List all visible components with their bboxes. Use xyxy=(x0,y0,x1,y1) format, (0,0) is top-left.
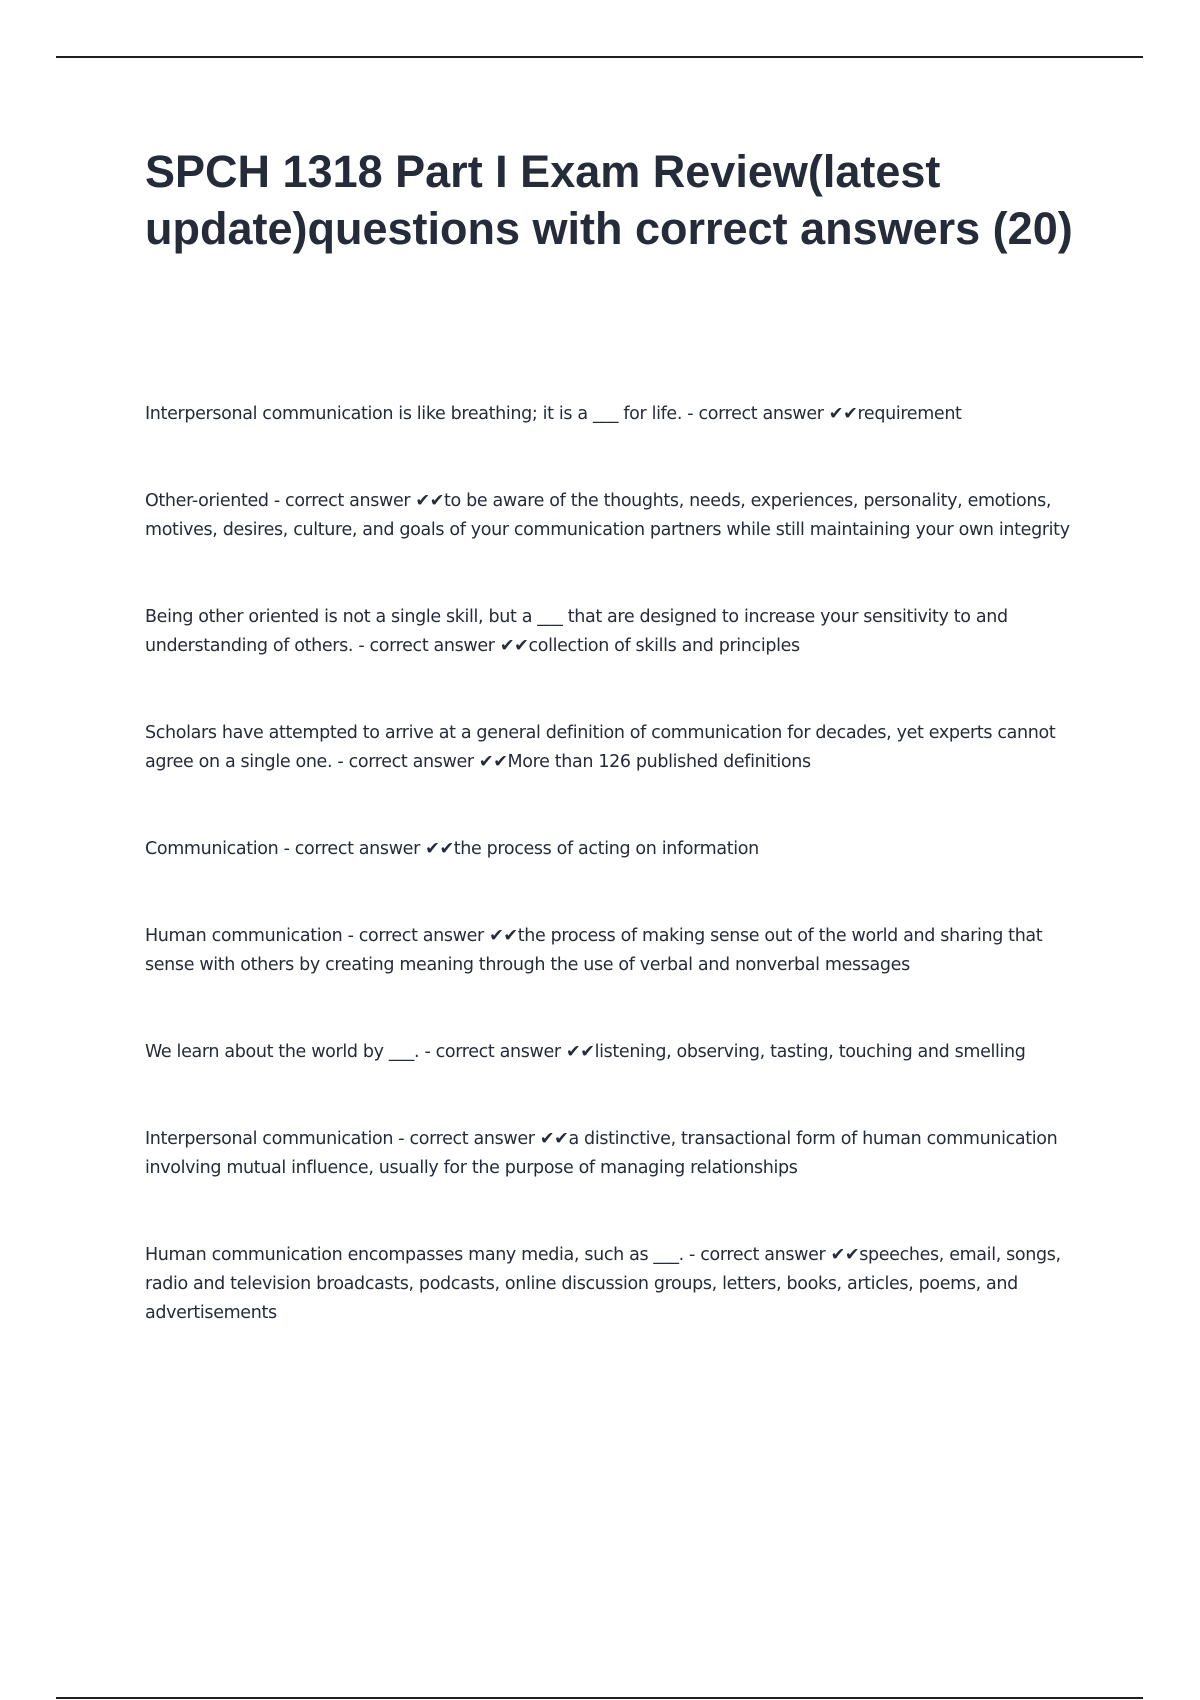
qa-item: Interpersonal communication - correct answer ✔✔a distinctive, transactional form of human communication involving mutual influence, usually for the purpose of managing relationships xyxy=(145,1129,1058,1178)
qa-item: Being other oriented is not a single skill, but a ___ that are designed to increase your sensitivity to and understanding of others. - correct answer ✔✔collection of skills and principles xyxy=(145,607,1008,656)
qa-item: Human communication - correct answer ✔✔the process of making sense out of the world and sharing that sense with others by creating meaning through the use of verbal and nonverbal messages xyxy=(145,926,1043,975)
qa-list xyxy=(145,400,1075,1386)
qa-item: Other-oriented - correct answer ✔✔to be aware of the thoughts, needs, experiences, personality, emotions, motives, desires, culture, and goals of your communication partners while still maintaining your own integrity xyxy=(145,491,1070,540)
qa-item: Communication - correct answer ✔✔the process of acting on information xyxy=(145,839,759,859)
document-title: SPCH 1318 Part I Exam Review(latest update)questions with correct answers (20) xyxy=(145,146,1073,254)
bottom-divider xyxy=(56,1697,1143,1699)
top-divider xyxy=(56,56,1143,58)
qa-item: Interpersonal communication is like breathing; it is a ___ for life. - correct answer ✔✔requirement xyxy=(145,404,962,424)
qa-item: Human communication encompasses many media, such as ___. - correct answer ✔✔speeches, email, songs, radio and television broadcasts, podcasts, online discussion groups, letters, books, articles, poems, and advertisements xyxy=(145,1245,1061,1323)
qa-item: We learn about the world by ___. - correct answer ✔✔listening, observing, tasting, touching and smelling xyxy=(145,1042,1026,1062)
qa-item: Scholars have attempted to arrive at a general definition of communication for decades, yet experts cannot agree on a single one. - correct answer ✔✔More than 126 published definitions xyxy=(145,723,1056,772)
